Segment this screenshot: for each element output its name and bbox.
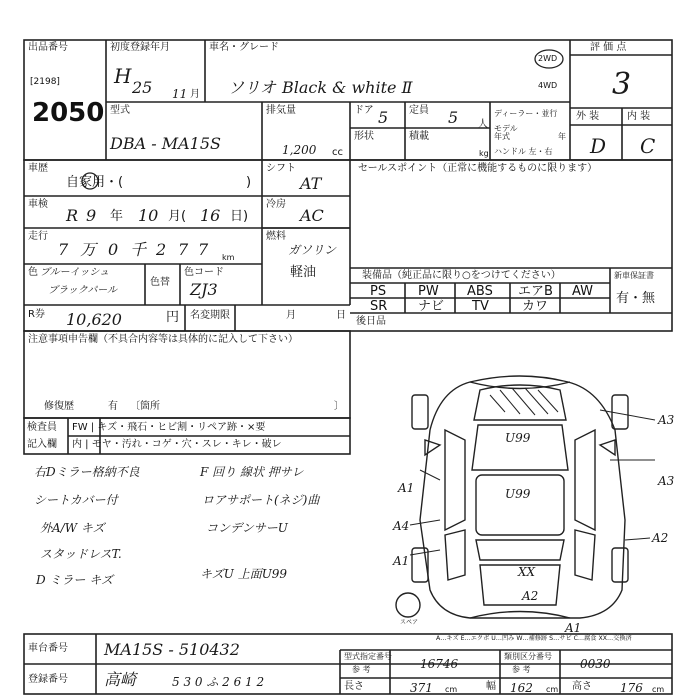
equip-abs: ABS	[467, 284, 493, 299]
fuel-gasoline: ガソリン	[288, 243, 337, 257]
spare-label: スペア	[400, 619, 419, 626]
shape-label: 形状	[354, 131, 374, 142]
reg-label: 登録番号	[28, 674, 68, 685]
drive-2wd: 2WD	[538, 54, 558, 63]
inspector-note-2: シートカバー付	[34, 493, 118, 507]
inspector-note-7: ロアサポート(ネジ)曲	[202, 493, 320, 507]
reg-numbers: 5 3 0 ふ 2 6 1 2	[172, 675, 265, 689]
name-change-label: 名変期限	[190, 310, 230, 321]
mileage-label: 走行	[28, 231, 48, 242]
lot-sub-number: [2198]	[30, 77, 60, 87]
history-label: 車歴	[28, 163, 48, 174]
equip-tv: TV	[472, 299, 489, 314]
color-label: 色	[28, 267, 38, 278]
width-unit: cm	[546, 685, 559, 694]
model-label: 型式	[110, 105, 130, 116]
mark-rear-bumper: A2	[522, 589, 539, 603]
first-reg-label: 初度登録年月	[110, 42, 170, 53]
mark-front-right: A3	[658, 413, 675, 427]
inspection-month: 10	[138, 206, 159, 225]
length-unit: cm	[445, 685, 458, 694]
handle-label: ハンドル 左・右	[494, 147, 553, 156]
sales-point-label: セールスポイント（正常に機能するものに限ります）	[358, 163, 598, 174]
inspector-note-6: F 回り 線状 押サレ	[200, 465, 304, 479]
width-value: 162	[510, 681, 533, 695]
interior-grade: C	[640, 134, 656, 158]
equip-pw: PW	[418, 284, 439, 299]
inspection-day-unit: 日)	[230, 209, 249, 224]
height-unit: cm	[652, 685, 665, 694]
mileage-digit-4: 千	[130, 240, 147, 259]
name-change-month: 月	[286, 310, 296, 321]
inspector-label-2: 記入欄	[27, 439, 57, 450]
color-name-1: ブルーイッシュ	[40, 267, 110, 278]
first-reg-era: H	[114, 64, 132, 88]
mark-roof: U99	[505, 487, 531, 501]
height-value: 176	[620, 681, 643, 695]
reg-city: 高崎	[104, 670, 137, 689]
inspector-note-8: コンデンサーU	[206, 521, 288, 535]
inspector-row-2: 内 | モヤ・汚れ・コゲ・穴・スレ・キレ・破レ	[72, 439, 282, 450]
inspector-note-4: スタッドレスT.	[40, 547, 122, 561]
repair-part-close: 〕	[334, 401, 344, 412]
mileage-digit-3: 0	[108, 240, 119, 259]
inspection-day: 16	[200, 206, 221, 225]
mark-back-door: XX	[518, 565, 536, 579]
shift-value: AT	[300, 174, 322, 193]
exterior-grade: D	[590, 134, 607, 158]
width-label: 幅	[486, 681, 496, 692]
equipment-label: 装備品（純正品に限り○をつけてください）	[362, 270, 561, 281]
mileage-digit-1: 7	[58, 240, 69, 259]
dealer-label: ディーラー・並行	[494, 109, 558, 118]
length-value: 371	[410, 681, 433, 695]
ref-label-1: 参 考	[352, 665, 371, 674]
equip-sr: SR	[370, 299, 388, 314]
car-name-label: 車名・グレード	[209, 42, 279, 53]
inspection-year: 9	[86, 206, 97, 225]
exterior-label: 外 装	[576, 111, 600, 122]
repair-value: 有	[108, 401, 118, 412]
equip-leather: カワ	[522, 299, 549, 314]
inspector-note-5: D ミラー キズ	[36, 573, 114, 587]
car-name: ソリオ	[228, 78, 276, 97]
person-unit: 人	[478, 119, 488, 130]
displacement-value: 1,200	[282, 143, 317, 157]
hood-scribble	[490, 388, 558, 415]
mileage-digit-5: 2	[156, 240, 167, 259]
model-year-label: モデル 年式	[494, 124, 518, 141]
mileage-digit-2: 万	[80, 240, 97, 259]
history-close: )	[246, 175, 252, 190]
color-code-label: 色コード	[184, 267, 224, 278]
model-year-unit: 年	[558, 132, 566, 141]
repair-label: 修復歴	[44, 401, 74, 412]
lot-number-label: 出品番号	[28, 42, 68, 53]
equip-aw: AW	[572, 284, 594, 299]
inspector-row-1: FW | キズ・飛石・ヒビ割・リペア跡・×要	[72, 422, 266, 433]
inspection-era: R	[66, 206, 79, 225]
inspection-label: 車検	[28, 199, 48, 210]
car-grade: Black & white Ⅱ	[282, 78, 413, 97]
cooler-label: 冷房	[266, 199, 286, 210]
chassis-number: MA15S - 510432	[104, 640, 240, 659]
type-cert-number: 16746	[420, 657, 459, 671]
equip-ps: PS	[370, 284, 387, 299]
class-number: 0030	[580, 657, 611, 671]
height-label: 高さ	[572, 681, 592, 692]
displacement-label: 排気量	[266, 105, 296, 116]
lot-number: 2050	[32, 98, 105, 128]
cooler-value: AC	[300, 206, 324, 225]
cc-unit: cc	[332, 147, 343, 158]
inspector-note-1: 右Dミラー格納不良	[34, 465, 140, 479]
chassis-label: 車台番号	[28, 643, 68, 654]
warranty-value: 有・無	[616, 291, 656, 306]
mark-left-rear-door: A4	[393, 519, 410, 533]
score-label: 評 価 点	[590, 42, 627, 53]
mileage-unit: km	[222, 253, 235, 262]
repair-part-label: 〔箇所	[130, 401, 160, 412]
postfit-label: 後日品	[356, 316, 386, 327]
type-cert-label: 型式指定番号	[344, 652, 392, 661]
mark-right-fender: A3	[658, 474, 675, 488]
color-name-2: ブラックパール	[48, 285, 117, 296]
class-label: 類別区分番号	[504, 652, 552, 661]
fuel-light-oil: 軽油	[290, 265, 317, 280]
inspector-label-1: 検査員	[27, 422, 57, 433]
interior-label: 内 装	[627, 111, 651, 122]
model-value: DBA - MA15S	[110, 134, 221, 153]
new-warranty-label: 新車保証書	[614, 271, 654, 280]
ref-label-2: 参 考	[512, 665, 531, 674]
recycle-amount: 10,620	[66, 310, 122, 329]
inspection-year-unit: 年	[110, 209, 124, 224]
capacity-value: 5	[448, 108, 459, 127]
history-value: 自家用・(	[66, 175, 124, 190]
first-reg-month: 11	[172, 87, 188, 101]
notes-title: 注意事項申告欄（不具合内容等は具体的に記入して下さい）	[28, 334, 298, 345]
fuel-label: 燃料	[266, 231, 286, 242]
mileage-digit-6: 7	[178, 240, 189, 259]
capacity-label: 定員	[409, 105, 429, 116]
load-label: 積載	[409, 131, 429, 142]
mark-right-quarter: A2	[652, 531, 669, 545]
length-label: 長さ	[344, 681, 364, 692]
doors-label: ドア	[354, 105, 374, 116]
color-change-label: 色替	[150, 277, 170, 288]
score-value: 3	[612, 67, 632, 102]
kg-unit: kg	[479, 149, 489, 158]
equip-navi: ナビ	[418, 299, 445, 314]
mark-left-door: A1	[398, 481, 415, 495]
name-change-day: 日	[336, 310, 346, 321]
recycle-label: R券	[28, 309, 45, 320]
shift-label: シフト	[266, 163, 296, 174]
mileage-digit-7: 7	[198, 240, 209, 259]
equip-airbag: エアB	[518, 284, 553, 299]
diagram-legend: A…キズ E…エクボ U…凹み W…補修跡 S…サビ C…腐食 XX…交換済	[436, 635, 632, 642]
first-reg-month-unit: 月	[190, 89, 200, 100]
doors-value: 5	[378, 108, 389, 127]
inspector-note-9: キズU 上面U99	[200, 567, 288, 581]
mark-bonnet: U99	[505, 431, 531, 445]
recycle-yen: 円	[166, 310, 180, 325]
first-reg-year: 25	[132, 78, 153, 97]
mark-rear-corner: A1	[565, 621, 582, 635]
inspection-month-unit: 月(	[168, 209, 187, 224]
color-code: ZJ3	[190, 280, 218, 299]
drive-4wd: 4WD	[538, 81, 558, 90]
inspector-note-3: 外A/W キズ	[40, 521, 105, 535]
mark-left-quarter: A1	[393, 554, 410, 568]
